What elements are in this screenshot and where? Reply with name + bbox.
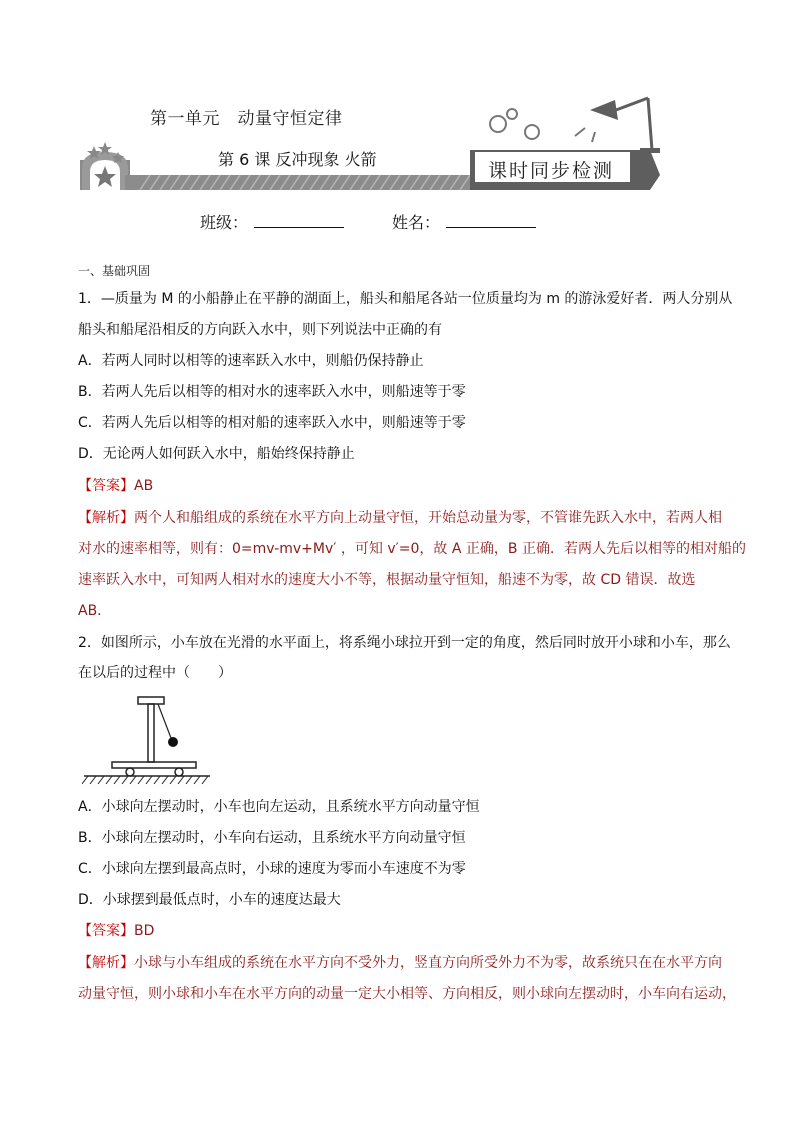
q2-option-b: B．小球向左摆动时，小车向右运动，且系统水平方向动量守恒 <box>78 830 466 846</box>
q1-option-b: B．若两人先后以相等的相对水的速率跃入水中，则船速等于零 <box>78 384 466 400</box>
answer-tag: 【答案】 <box>78 478 134 494</box>
class-label: 班级： <box>200 213 249 232</box>
class-blank[interactable] <box>254 213 344 228</box>
q1-stem-line: 1．—质量为 M 的小船静止在平静的湖面上，船头和船尾各站一位质量均为 m 的游泳爱好者．两人分别从 <box>78 291 733 307</box>
unit-title: 第一单元 动量守恒定律 <box>150 109 343 129</box>
answer-value: BD <box>134 923 155 939</box>
q1-answer <box>78 477 153 495</box>
analysis-text: 两个人和船组成的系统在水平方向上动量守恒，开始总动量为零，不管谁先跃入水中，若两人相 <box>134 510 722 526</box>
pendulum-cart-figure <box>82 696 212 788</box>
name-label: 姓名： <box>392 213 441 232</box>
q2-analysis-line <box>78 954 722 972</box>
star-badge-icon <box>80 142 130 190</box>
q2-option-a: A．小球向左摆动时，小车也向左运动，且系统水平方向动量守恒 <box>78 799 480 815</box>
q1-analysis-line: 速率跃入水中，可知两人相对水的速度大小不等，根据动量守恒知，船速不为零，故 CD 错误．故选 <box>78 572 696 588</box>
q2-analysis-line: 动量守恒，则小球和小车在水平方向的动量一定大小相等、方向相反，则小球向左摆动时，小车向右运动， <box>78 986 736 1002</box>
name-field <box>392 210 536 233</box>
lesson-title: 第 6 课 反冲现象 火箭 <box>218 150 377 169</box>
stamp-title: 课时同步检测 <box>488 160 615 182</box>
q2-stem-line: 2．如图所示，小车放在光滑的水平面上，将系绳小球拉开到一定的角度，然后同时放开小球和小车，那么 <box>78 635 731 651</box>
q1-stem-line: 船头和船尾沿相反的方向跃入水中，则下列说法中正确的有 <box>78 322 442 338</box>
q2-option-c: C．小球向左摆到最高点时，小球的速度为零而小车速度不为零 <box>78 861 466 877</box>
desk-lamp-icon <box>575 98 660 153</box>
q2-stem-line: 在以后的过程中（ ） <box>78 665 232 681</box>
name-blank[interactable] <box>446 213 536 228</box>
q1-analysis-line: 对水的速率相等，则有：0=mv-mv+Mv′ ，可知 v′=0，故 A 正确，B 正确．若两人先后以相等的相对船的 <box>78 541 746 557</box>
section-title: 一、基础巩固 <box>78 264 151 278</box>
q1-analysis-line: AB． <box>78 603 112 619</box>
class-field <box>200 210 344 233</box>
analysis-tag: 【解析】 <box>78 510 134 526</box>
bubbles-icon <box>490 109 539 139</box>
q1-option-d: D．无论两人如何跃入水中，船始终保持静止 <box>78 446 355 462</box>
analysis-tag: 【解析】 <box>78 955 134 971</box>
q2-option-d: D．小球摆到最低点时，小车的速度达最大 <box>78 892 341 908</box>
q1-analysis-line <box>78 509 722 527</box>
q1-option-a: A．若两人同时以相等的速率跃入水中，则船仍保持静止 <box>78 353 424 369</box>
answer-tag: 【答案】 <box>78 923 134 939</box>
q1-option-c: C．若两人先后以相等的相对船的速率跃入水中，则船速等于零 <box>78 415 466 431</box>
q2-answer <box>78 922 154 940</box>
answer-value: AB <box>134 478 154 494</box>
analysis-text: 小球与小车组成的系统在水平方向不受外力，竖直方向所受外力不为零，故系统只在在水平方向 <box>134 955 722 971</box>
